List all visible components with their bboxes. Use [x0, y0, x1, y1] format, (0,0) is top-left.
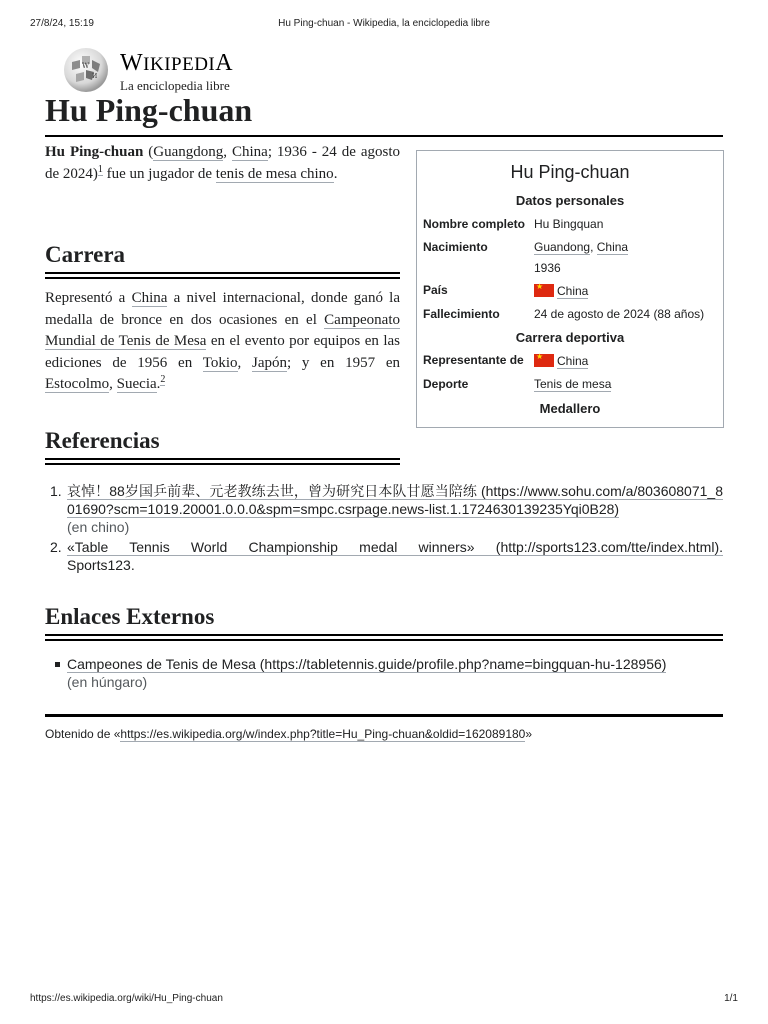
link-tenis-de-mesa-chino[interactable]: tenis de mesa chino — [215, 165, 334, 182]
wordmark: WIKIPEDIA — [120, 50, 234, 76]
external-link[interactable]: Campeones de Tenis de Mesa (https://tabletennis.guide/profile.php?name=bingquan-hu-128956) — [67, 656, 667, 672]
intro-paragraph: Hu Ping-chuan (Guangdong, China; 1936 - 24 de agosto de 2024)$^1$ fue un jugador de tenis de mesa chino. — [45, 144, 401, 182]
print-page-title: Hu Ping-chuan - Wikipedia, la enciclopedia libre — [278, 18, 490, 29]
reference-number: 1. — [50, 483, 62, 499]
link-estocolmo[interactable]: Estocolmo — [45, 376, 110, 392]
infobox-label-represents: Representante de — [423, 353, 524, 367]
print-page-number: 1/1 — [724, 993, 738, 1004]
link-guangdong[interactable]: Guangdong — [153, 144, 224, 160]
china-flag-icon — [534, 354, 554, 367]
infobox-label-full-name: Nombre completo — [423, 217, 526, 231]
link-china-career[interactable]: China — [131, 290, 168, 306]
link-china[interactable]: China — [231, 144, 268, 160]
infobox-value-represents — [534, 354, 588, 368]
print-footer — [30, 993, 738, 1004]
infobox-value-death: 24 de agosto de 2024 (88 años) — [534, 307, 705, 321]
reference-link[interactable]: 哀悼！88岁国乒前辈、元老教练去世，曾为研究日本队甘愿当陪练 (https://www.sohu.com/a/803608071_801690?scm=1019.20001.0.0.0&spm=smpc.csrpage.news-list.1.1724630139235Yqi0B28) — [67, 483, 723, 517]
career-paragraph: Representó a China a nivel internacional, donde ganó la medalla de bronce en dos ocasiones en el Campeonato Mundial de Tenis de Mesa en el evento por equipos en las ediciones de 1956 en Tokio, Japón; y en 1957 en Estocolmo, Suecia.$^2$ — [45, 290, 401, 392]
print-url: https://es.wikipedia.org/wiki/Hu_Ping-chuan — [30, 993, 223, 1004]
article-subject: Hu Ping-chuan — [45, 144, 144, 160]
link-guandong[interactable]: Guandong — [534, 240, 591, 254]
svg-text:И: И — [92, 73, 98, 80]
obtained-from: Obtenido de «https://es.wikipedia.org/w/index.php?title=Hu_Ping-chuan&oldid=162089180» — [45, 727, 533, 741]
section-heading-external-links: Enlaces Externos — [45, 604, 215, 629]
infobox-section-personal: Datos personales — [515, 193, 625, 208]
infobox-label-country: País — [423, 283, 448, 297]
section-divider — [45, 634, 723, 641]
link-tenis-de-mesa[interactable]: Tenis de mesa — [534, 377, 612, 391]
print-header — [30, 18, 738, 32]
link-china-birth[interactable]: China — [596, 240, 629, 254]
logo-text — [120, 50, 233, 94]
print-datetime: 27/8/24, 15:19 — [30, 18, 94, 29]
page-title: Hu Ping-chuan — [45, 92, 253, 128]
infobox-label-sport: Deporte — [423, 377, 469, 391]
link-tokio[interactable]: Tokio — [202, 354, 238, 371]
link-china-country[interactable]: China — [557, 284, 589, 298]
section-divider — [45, 272, 400, 279]
link-suecia[interactable]: Suecia — [116, 376, 157, 392]
bullet-icon — [55, 662, 60, 667]
reference-number: 2. — [50, 539, 62, 555]
permanent-link[interactable]: https://es.wikipedia.org/w/index.php?title=Hu_Ping-chuan&oldid=162089180 — [120, 727, 526, 741]
infobox-label-death: Fallecimiento — [423, 307, 500, 321]
reference-note: (en chino) — [67, 519, 130, 535]
section-divider — [45, 458, 400, 465]
ref-link-2[interactable]: 2 — [160, 374, 166, 385]
infobox-value-country — [534, 284, 588, 298]
reference-link[interactable]: «Table Tennis World Championship medal winners» (http://sports123.com/tte/index.html). — [67, 539, 723, 555]
reference-note: Sports123. — [67, 557, 135, 573]
link-campeonato-mundial[interactable]: Campeonato Mundial de Tenis de Mesa — [45, 311, 400, 349]
infobox-title: Hu Ping-chuan — [510, 162, 630, 182]
wikipedia-globe-icon — [62, 46, 110, 94]
link-china-rep[interactable]: China — [557, 354, 589, 368]
infobox-value-birth-place: Guandong, China — [534, 240, 629, 254]
infobox-value-birth-year: 1936 — [534, 261, 561, 275]
infobox — [416, 150, 724, 428]
infobox-section-career: Carrera deportiva — [515, 330, 625, 345]
section-heading-career: Carrera — [45, 242, 126, 267]
section-heading-references: Referencias — [45, 428, 160, 453]
svg-text:W: W — [82, 62, 90, 70]
china-flag-icon — [534, 284, 554, 297]
infobox-section-medals: Medallero — [539, 401, 601, 416]
infobox-label-birth: Nacimiento — [423, 240, 488, 254]
infobox-value-sport — [534, 377, 611, 391]
link-japon[interactable]: Japón — [252, 354, 288, 371]
infobox-value-full-name: Hu Bingquan — [534, 217, 604, 231]
external-link-note: (en húngaro) — [67, 674, 148, 690]
ref-link-1[interactable]: 1 — [97, 163, 103, 175]
title-divider — [45, 135, 723, 137]
footer-divider — [45, 714, 723, 717]
tagline: La enciclopedia libre — [120, 78, 230, 93]
